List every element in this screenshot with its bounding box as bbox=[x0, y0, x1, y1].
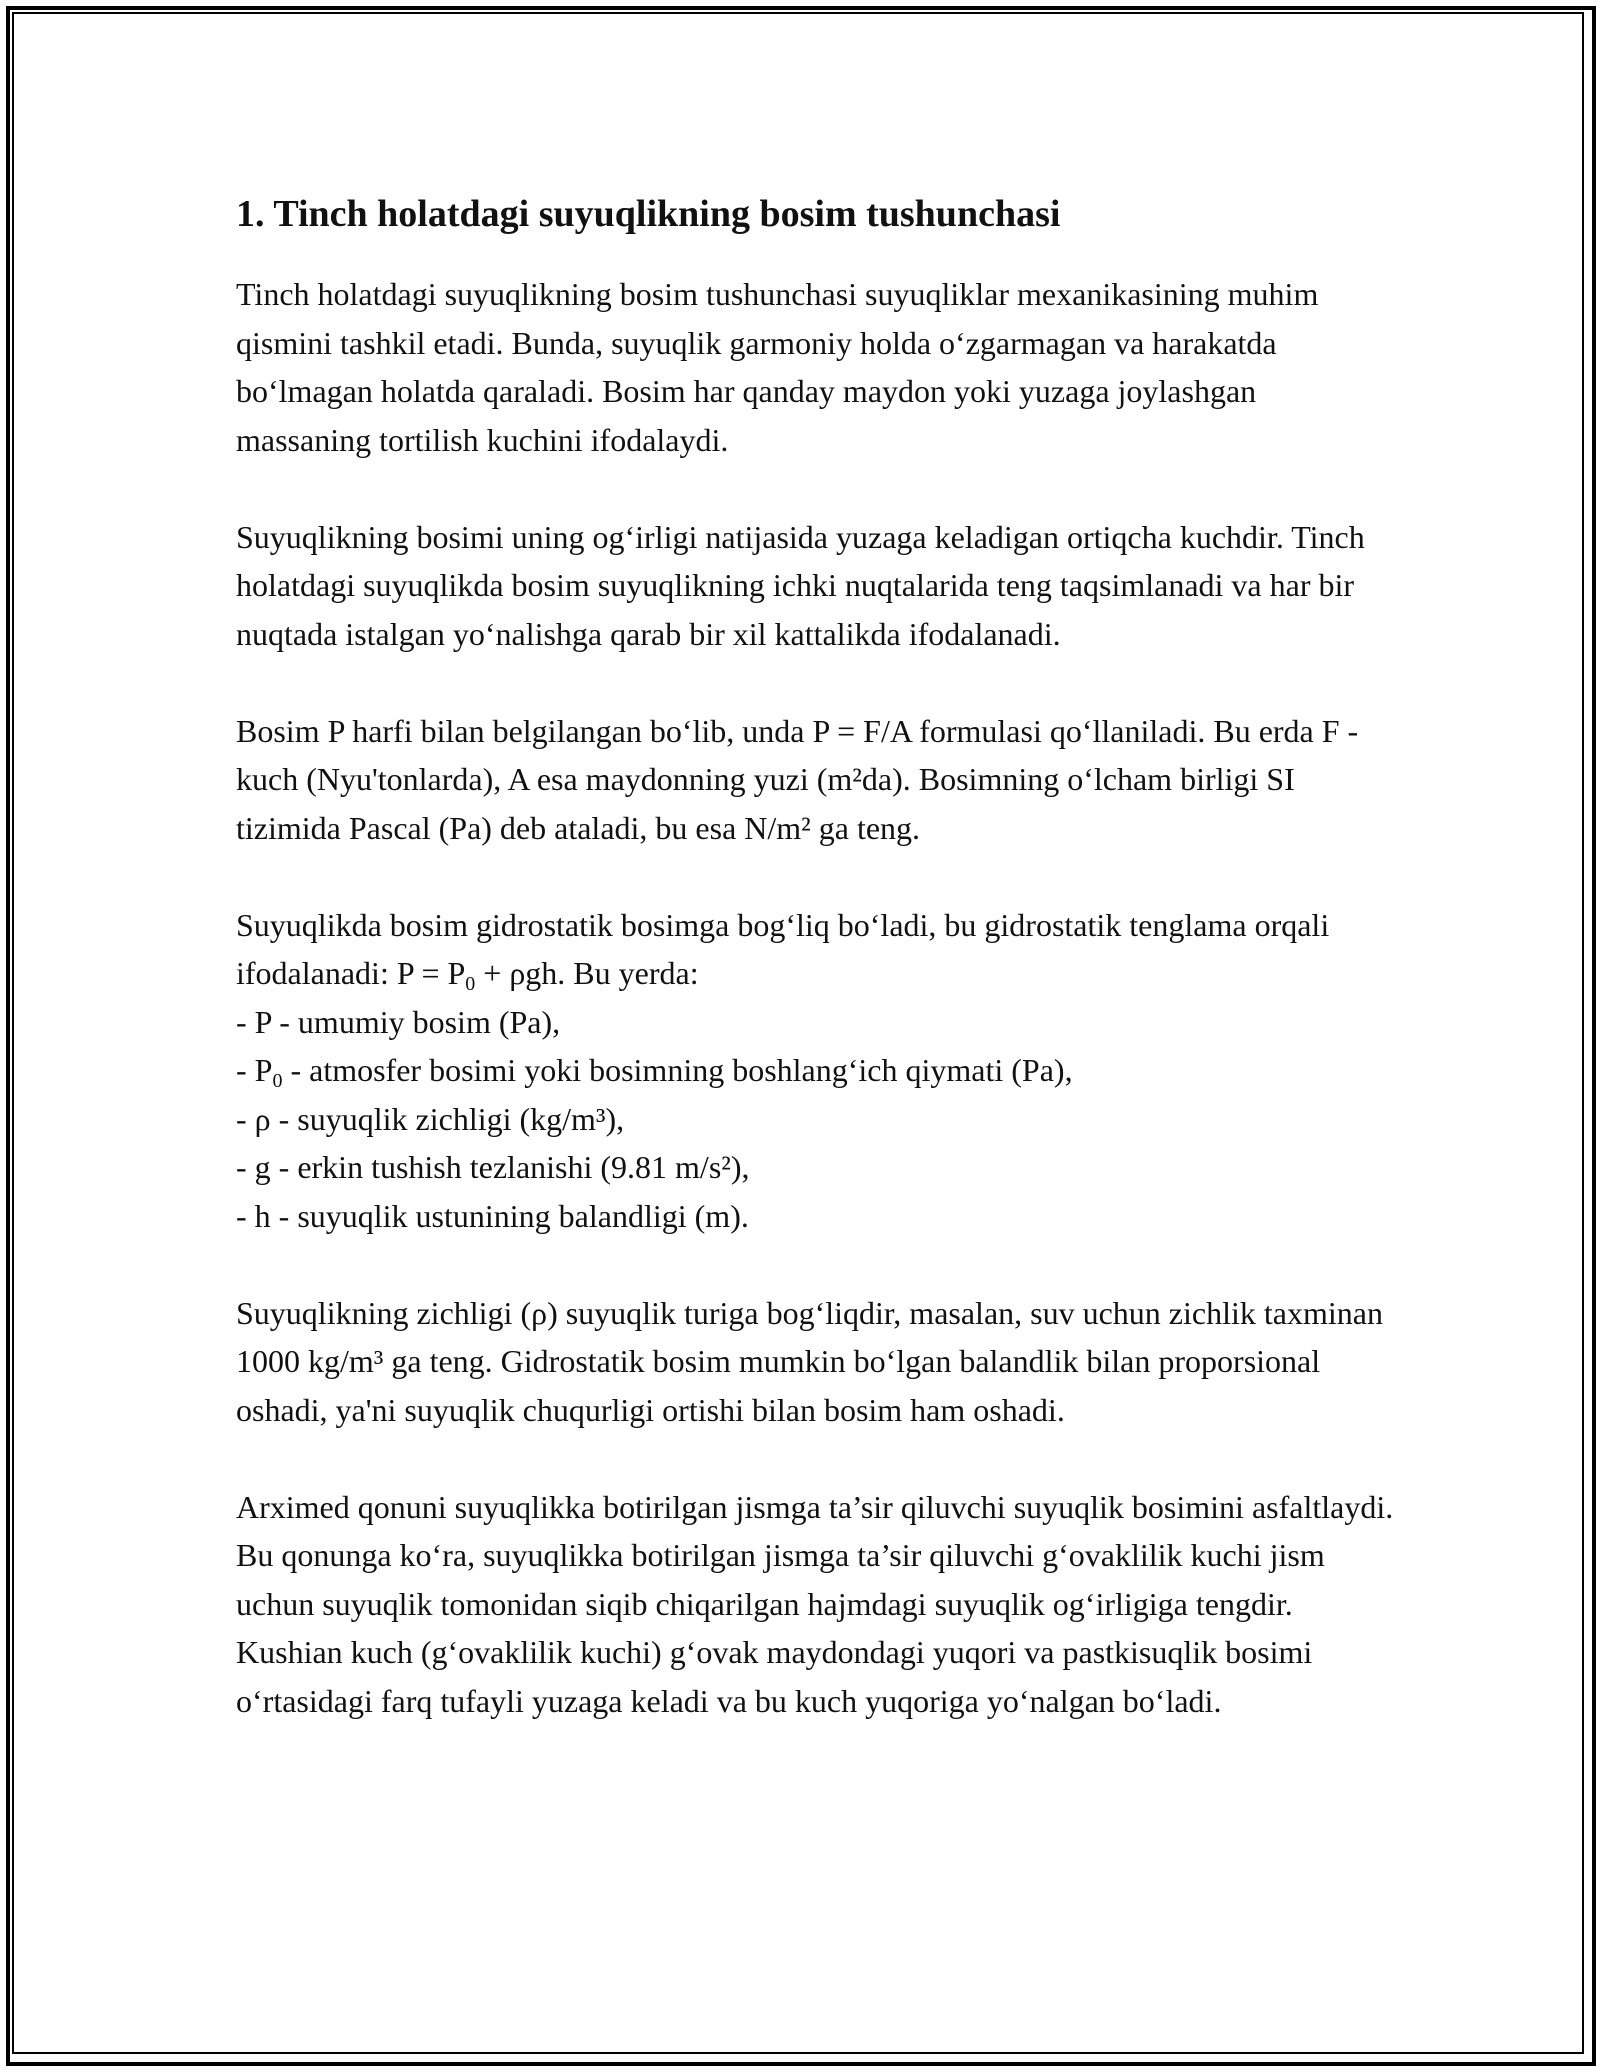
paragraph-weight: Suyuqlikning bosimi uning og‘irligi natijasida yuzaga keladigan ortiqcha kuchdir. Tinch holatdagi suyuqlikda bosim suyuqlikning ichki nuqtalarida teng taqsimlanadi va har bir nuqtada istalgan yo‘nalishga qarab bir xil kattalikda ifodalanadi. bbox=[236, 518, 1365, 652]
list-item-symbol: - P bbox=[236, 1052, 273, 1088]
list-item bbox=[236, 1046, 1396, 1095]
subscript-zero: 0 bbox=[465, 973, 476, 995]
equation-text: Suyuqlikda bosim gidrostatik bosimga bog‘liq bo‘ladi, bu gidrostatik tenglama orqali ifodalanadi: P = P bbox=[236, 906, 1330, 991]
paragraph-formula: Bosim P harfi bilan belgilangan bo‘lib, unda P = F/A formulasi qo‘llaniladi. Bu erda F - kuch (Nyu'tonlarda), A esa maydonning yuzi (m²da). Bosimning o‘lcham birligi SI tizimida Pascal (Pa) deb ataladi, bu esa N/m² ga teng. bbox=[236, 712, 1359, 846]
equation-text-end: + ρgh. Bu yerda: bbox=[475, 955, 699, 991]
hydrostatic-equation-line bbox=[236, 901, 1396, 998]
paragraph-density: Suyuqlikning zichligi (ρ) suyuqlik turiga bog‘liqdir, masalan, suv uchun zichlik taxminan 1000 kg/m³ ga teng. Gidrostatik bosim mumkin bo‘lgan balandlik bilan proporsional oshadi, ya'ni suyuqlik chuqurligi ortishi bilan bosim ham oshadi. bbox=[236, 1294, 1383, 1428]
list-item: - h - suyuqlik ustunining balandligi (m). bbox=[236, 1197, 749, 1234]
list-item: - g - erkin tushish tezlanishi (9.81 m/s²), bbox=[236, 1149, 750, 1185]
document-body bbox=[236, 188, 1396, 1774]
list-item: - ρ - suyuqlik zichligi (kg/m³), bbox=[236, 1100, 625, 1137]
subscript-zero: 0 bbox=[272, 1070, 283, 1092]
paragraph-hydrostatic bbox=[236, 901, 1396, 1241]
list-item: - P - umumiy bosim (Pa), bbox=[236, 1003, 561, 1040]
section-heading: 1. Tinch holatdagi suyuqlikning bosim tushunchasi bbox=[236, 193, 1061, 235]
paragraph-archimedes: Arximed qonuni suyuqlikka botirilgan jismga ta’sir qiluvchi suyuqlik bosimini asfaltlaydi. Bu qonunga ko‘ra, suyuqlikka botirilgan jismga ta’sir qiluvchi g‘ovaklilik kuchi jism uchun suyuqlik tomonidan siqib chiqarilgan hajmdagi suyuqlik og‘irligiga tengdir. Kushian kuch (g‘ovaklilik kuchi) g‘ovak maydondagi yuqori va pastkisuqlik bosimi o‘rtasidagi farq tufayli yuzaga keladi va bu kuch yuqoriga yo‘nalgan bo‘ladi. bbox=[236, 1488, 1394, 1719]
list-item-text: - atmosfer bosimi yoki bosimning boshlang‘ich qiymati (Pa), bbox=[282, 1052, 1073, 1088]
paragraph-intro: Tinch holatdagi suyuqlikning bosim tushunchasi suyuqliklar mexanikasining muhim qismini tashkil etadi. Bunda, suyuqlik garmoniy holda o‘zgarmagan va harakatda bo‘lmagan holatda qaraladi. Bosim har qanday maydon yoki yuzaga joylashgan massaning tortilish kuchini ifodalaydi. bbox=[236, 276, 1319, 458]
